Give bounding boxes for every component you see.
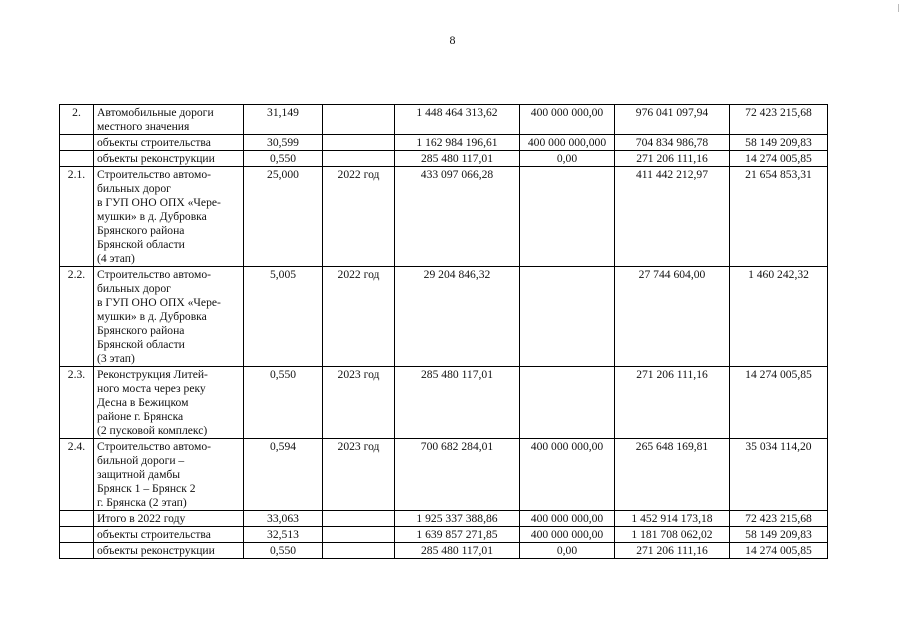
row-number-cell bbox=[60, 151, 94, 167]
object-name-cell: Строительство автомо- бильных дорог в ГУП ОНО ОПХ «Чере- мушки» в д. Дубровка Брянского района Брянской области (4 этап) bbox=[94, 167, 244, 267]
local-funds-cell: 58 149 209,83 bbox=[730, 527, 828, 543]
total-amount-cell: 1 162 984 196,61 bbox=[395, 135, 520, 151]
row-number-cell bbox=[60, 511, 94, 527]
regional-funds-cell: 271 206 111,16 bbox=[615, 543, 730, 559]
length-km-cell: 32,513 bbox=[244, 527, 323, 543]
object-name-cell: объекты строительства bbox=[94, 527, 244, 543]
local-funds-cell: 58 149 209,83 bbox=[730, 135, 828, 151]
local-funds-cell: 14 274 005,85 bbox=[730, 367, 828, 439]
table-row bbox=[60, 367, 828, 439]
object-name-cell: объекты реконструкции bbox=[94, 151, 244, 167]
year-cell bbox=[323, 135, 395, 151]
total-amount-cell: 285 480 117,01 bbox=[395, 151, 520, 167]
row-number-cell: 2.3. bbox=[60, 367, 94, 439]
table-row bbox=[60, 527, 828, 543]
federal-funds-cell: 400 000 000,00 bbox=[520, 527, 615, 543]
federal-funds-cell: 0,00 bbox=[520, 543, 615, 559]
length-km-cell: 30,599 bbox=[244, 135, 323, 151]
federal-funds-cell: 400 000 000,00 bbox=[520, 105, 615, 135]
length-km-cell: 5,005 bbox=[244, 267, 323, 367]
table-row bbox=[60, 135, 828, 151]
object-name-cell: Итого в 2022 году bbox=[94, 511, 244, 527]
federal-funds-cell bbox=[520, 367, 615, 439]
object-name-cell: объекты реконструкции bbox=[94, 543, 244, 559]
regional-funds-cell: 1 181 708 062,02 bbox=[615, 527, 730, 543]
year-cell: 2023 год bbox=[323, 367, 395, 439]
table-row bbox=[60, 267, 828, 367]
regional-funds-cell: 976 041 097,94 bbox=[615, 105, 730, 135]
scan-edge-mark bbox=[898, 4, 899, 12]
federal-funds-cell bbox=[520, 167, 615, 267]
table-row bbox=[60, 167, 828, 267]
year-cell: 2022 год bbox=[323, 167, 395, 267]
local-funds-cell: 14 274 005,85 bbox=[730, 543, 828, 559]
road-funding-table bbox=[59, 104, 828, 559]
row-number-cell: 2.2. bbox=[60, 267, 94, 367]
year-cell: 2023 год bbox=[323, 439, 395, 511]
table-body bbox=[60, 105, 828, 559]
row-number-cell bbox=[60, 527, 94, 543]
federal-funds-cell: 400 000 000,00 bbox=[520, 439, 615, 511]
local-funds-cell: 72 423 215,68 bbox=[730, 511, 828, 527]
regional-funds-cell: 411 442 212,97 bbox=[615, 167, 730, 267]
regional-funds-cell: 271 206 111,16 bbox=[615, 367, 730, 439]
length-km-cell: 0,550 bbox=[244, 543, 323, 559]
page-number: 8 bbox=[449, 33, 456, 47]
length-km-cell: 0,594 bbox=[244, 439, 323, 511]
total-amount-cell: 1 925 337 388,86 bbox=[395, 511, 520, 527]
length-km-cell: 0,550 bbox=[244, 151, 323, 167]
table-row bbox=[60, 439, 828, 511]
total-amount-cell: 285 480 117,01 bbox=[395, 543, 520, 559]
length-km-cell: 31,149 bbox=[244, 105, 323, 135]
total-amount-cell: 1 448 464 313,62 bbox=[395, 105, 520, 135]
year-cell bbox=[323, 151, 395, 167]
table-row bbox=[60, 511, 828, 527]
federal-funds-cell: 0,00 bbox=[520, 151, 615, 167]
regional-funds-cell: 27 744 604,00 bbox=[615, 267, 730, 367]
row-number-cell: 2. bbox=[60, 105, 94, 135]
local-funds-cell: 35 034 114,20 bbox=[730, 439, 828, 511]
object-name-cell: Автомобильные дороги местного значения bbox=[94, 105, 244, 135]
row-number-cell: 2.1. bbox=[60, 167, 94, 267]
object-name-cell: Строительство автомо- бильных дорог в ГУП ОНО ОПХ «Чере- мушки» в д. Дубровка Брянского района Брянской области (3 этап) bbox=[94, 267, 244, 367]
length-km-cell: 0,550 bbox=[244, 367, 323, 439]
year-cell bbox=[323, 511, 395, 527]
regional-funds-cell: 1 452 914 173,18 bbox=[615, 511, 730, 527]
year-cell bbox=[323, 105, 395, 135]
total-amount-cell: 1 639 857 271,85 bbox=[395, 527, 520, 543]
length-km-cell: 25,000 bbox=[244, 167, 323, 267]
regional-funds-cell: 265 648 169,81 bbox=[615, 439, 730, 511]
total-amount-cell: 433 097 066,28 bbox=[395, 167, 520, 267]
local-funds-cell: 14 274 005,85 bbox=[730, 151, 828, 167]
object-name-cell: Реконструкция Литей- ного моста через реку Десна в Бежицком районе г. Брянска (2 пусковой комплекс) bbox=[94, 367, 244, 439]
row-number-cell: 2.4. bbox=[60, 439, 94, 511]
local-funds-cell: 72 423 215,68 bbox=[730, 105, 828, 135]
row-number-cell bbox=[60, 543, 94, 559]
federal-funds-cell: 400 000 000,00 bbox=[520, 511, 615, 527]
total-amount-cell: 700 682 284,01 bbox=[395, 439, 520, 511]
year-cell bbox=[323, 527, 395, 543]
table-row bbox=[60, 543, 828, 559]
total-amount-cell: 285 480 117,01 bbox=[395, 367, 520, 439]
total-amount-cell: 29 204 846,32 bbox=[395, 267, 520, 367]
year-cell: 2022 год bbox=[323, 267, 395, 367]
object-name-cell: Строительство автомо- бильной дороги – защитной дамбы Брянск 1 – Брянск 2 г. Брянска (2 этап) bbox=[94, 439, 244, 511]
federal-funds-cell bbox=[520, 267, 615, 367]
table-row bbox=[60, 151, 828, 167]
year-cell bbox=[323, 543, 395, 559]
row-number-cell bbox=[60, 135, 94, 151]
length-km-cell: 33,063 bbox=[244, 511, 323, 527]
regional-funds-cell: 271 206 111,16 bbox=[615, 151, 730, 167]
regional-funds-cell: 704 834 986,78 bbox=[615, 135, 730, 151]
local-funds-cell: 1 460 242,32 bbox=[730, 267, 828, 367]
local-funds-cell: 21 654 853,31 bbox=[730, 167, 828, 267]
object-name-cell: объекты строительства bbox=[94, 135, 244, 151]
table-row bbox=[60, 105, 828, 135]
federal-funds-cell: 400 000 000,000 bbox=[520, 135, 615, 151]
